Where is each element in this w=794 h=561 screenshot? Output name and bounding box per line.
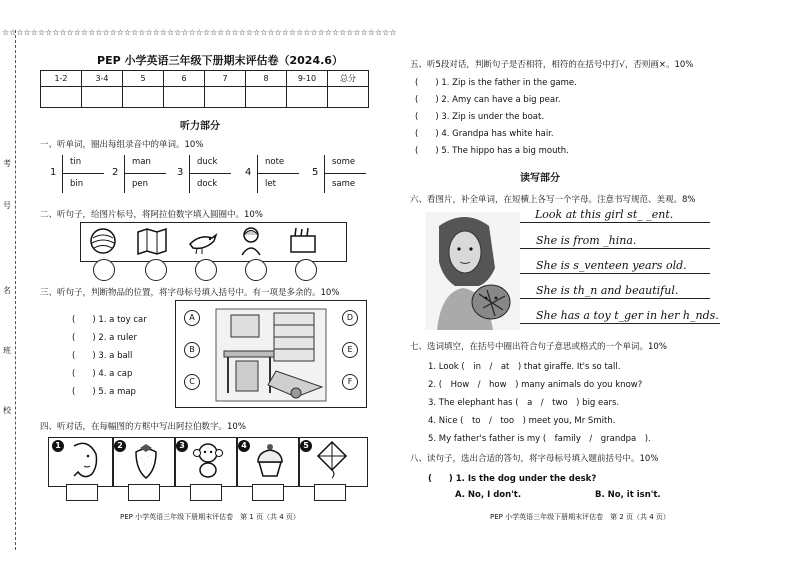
q2-answer-circle[interactable] bbox=[245, 259, 267, 281]
room-illustration bbox=[176, 301, 366, 407]
score-cell[interactable] bbox=[287, 87, 328, 108]
q1-title: 一、听单词，圈出每组录音中的单词。10% bbox=[40, 140, 204, 150]
q6-sentence[interactable]: She is from _hina. bbox=[536, 234, 637, 247]
cake-icon bbox=[252, 440, 288, 483]
divider bbox=[189, 173, 231, 174]
divider bbox=[124, 173, 166, 174]
q6-sentence[interactable]: She has a toy t_ger in her h_nds. bbox=[536, 309, 719, 322]
answer-paren[interactable]: ( ) bbox=[415, 95, 439, 105]
q1-number: 5 bbox=[312, 167, 319, 178]
q1-number: 2 bbox=[112, 167, 119, 178]
score-cell[interactable] bbox=[164, 87, 205, 108]
q4-answer-box[interactable] bbox=[314, 484, 346, 501]
answer-paren[interactable]: ( ) bbox=[72, 369, 96, 379]
q1-word-option[interactable]: man bbox=[132, 157, 151, 167]
q7-item[interactable]: 4. Nice ( to / too ) meet you, Mr Smith. bbox=[428, 416, 616, 426]
q5-title: 五、听5段对话，判断句子是否相符，相符的在括号中打√，否则画×。10% bbox=[410, 60, 694, 70]
q4-answer-box[interactable] bbox=[128, 484, 160, 501]
q4-number-badge: 2 bbox=[114, 440, 126, 452]
q6-sentence[interactable]: Look at this girl st_ _ent. bbox=[535, 208, 674, 221]
score-cell[interactable] bbox=[41, 87, 82, 108]
answer-paren[interactable]: ( ) bbox=[72, 387, 96, 397]
q3-item-text: 4. a cap bbox=[98, 369, 133, 379]
q1-word-option[interactable]: same bbox=[332, 179, 356, 189]
q8-question[interactable]: ( ) 1. Is the dog under the desk? bbox=[428, 474, 597, 484]
answer-paren[interactable]: ( ) bbox=[72, 315, 96, 325]
q3-item bbox=[72, 367, 132, 379]
binding-label: 班 bbox=[3, 346, 11, 355]
q3-item bbox=[72, 331, 137, 343]
option-letter-c: C bbox=[184, 374, 200, 390]
score-cell[interactable] bbox=[328, 87, 369, 108]
option-letter-d: D bbox=[342, 310, 358, 326]
star-border: ☆☆☆☆☆☆☆☆☆☆☆☆☆☆☆☆☆☆☆☆☆☆☆☆☆☆☆☆☆☆☆☆☆☆☆☆☆☆☆☆☆☆☆☆☆☆☆☆☆☆☆☆☆☆☆ bbox=[2, 28, 397, 37]
q5-item bbox=[415, 110, 544, 122]
q4-answer-box[interactable] bbox=[252, 484, 284, 501]
q1-word-option[interactable]: some bbox=[332, 157, 356, 167]
bird-icon bbox=[185, 226, 219, 259]
q4-title: 四、听对话，在每幅图的方框中写出阿拉伯数字。10% bbox=[40, 422, 246, 432]
q8-option-a: A. No, I don't. bbox=[455, 490, 522, 500]
score-cell[interactable] bbox=[205, 87, 246, 108]
q5-item-text: 3. Zip is under the boat. bbox=[441, 112, 545, 122]
answer-paren[interactable]: ( ) bbox=[72, 333, 96, 343]
q4-number-badge: 3 bbox=[176, 440, 188, 452]
binding-line bbox=[15, 30, 16, 550]
reading-writing-heading: 读写部分 bbox=[520, 173, 560, 184]
score-header: 5 bbox=[123, 71, 164, 87]
listening-heading: 听力部分 bbox=[180, 121, 220, 132]
score-header: 8 bbox=[246, 71, 287, 87]
divider bbox=[324, 155, 325, 193]
q7-item[interactable]: 3. The elephant has ( a / two ) big ears. bbox=[428, 398, 620, 408]
writing-line bbox=[520, 273, 710, 274]
q7-title: 七、选词填空，在括号中圈出符合句子意思或格式的一个单词。10% bbox=[410, 342, 667, 352]
q8-option-b: B. No, it isn't. bbox=[595, 490, 661, 500]
q4-answer-box[interactable] bbox=[66, 484, 98, 501]
q5-item bbox=[415, 76, 577, 88]
page-footer-right: PEP 小学英语三年级下册期末评估卷 第 2 页（共 4 页） bbox=[490, 513, 670, 521]
q6-sentence[interactable]: She is s_venteen years old. bbox=[536, 259, 687, 272]
q5-item-text: 4. Grandpa has white hair. bbox=[441, 129, 554, 139]
q3-item-text: 1. a toy car bbox=[98, 315, 147, 325]
q1-word-option[interactable]: bin bbox=[70, 179, 84, 189]
monkey-icon bbox=[190, 440, 226, 483]
kite-icon bbox=[314, 440, 350, 483]
q3-item bbox=[72, 385, 136, 397]
divider bbox=[62, 173, 104, 174]
score-header: 总分 bbox=[328, 71, 369, 87]
q1-word-option[interactable]: note bbox=[265, 157, 285, 167]
divider bbox=[189, 155, 190, 193]
q2-answer-circle[interactable] bbox=[145, 259, 167, 281]
page-footer-left: PEP 小学英语三年级下册期末评估卷 第 1 页（共 4 页） bbox=[120, 513, 300, 521]
score-cell[interactable] bbox=[82, 87, 123, 108]
score-header: 9-10 bbox=[287, 71, 328, 87]
answer-paren[interactable]: ( ) bbox=[415, 112, 439, 122]
room-picture bbox=[175, 300, 367, 408]
q6-title: 六、看图片，补全单词，在短横上各写一个字母。注意书写规范、美观。8% bbox=[410, 195, 696, 205]
pencil-case-icon bbox=[287, 226, 321, 259]
q4-number-badge: 1 bbox=[52, 440, 64, 452]
q3-item bbox=[72, 349, 132, 361]
q1-number: 1 bbox=[50, 167, 57, 178]
girl-icon bbox=[236, 225, 266, 260]
answer-paren[interactable]: ( ) bbox=[415, 146, 439, 156]
q5-item-text: 1. Zip is the father in the game. bbox=[441, 78, 577, 88]
divider bbox=[257, 155, 258, 193]
face-icon bbox=[66, 440, 102, 483]
q2-answer-circle[interactable] bbox=[93, 259, 115, 281]
q3-item-text: 5. a map bbox=[98, 387, 136, 397]
writing-line bbox=[520, 298, 710, 299]
q2-answer-circle[interactable] bbox=[295, 259, 317, 281]
divider bbox=[124, 155, 125, 193]
q2-answer-circle[interactable] bbox=[195, 259, 217, 281]
q5-item-text: 5. The hippo has a big mouth. bbox=[441, 146, 569, 156]
q2-title: 二、听句子，给图片标号，将阿拉伯数字填入圆圈中。10% bbox=[40, 210, 263, 220]
divider bbox=[257, 173, 299, 174]
q7-item[interactable]: 1. Look ( in / at ) that giraffe. It's so tall. bbox=[428, 362, 621, 372]
q5-item-text: 2. Amy can have a big pear. bbox=[441, 95, 561, 105]
q7-item[interactable]: 2. ( How / how ) many animals do you know? bbox=[428, 380, 643, 390]
writing-line bbox=[520, 222, 710, 223]
q1-word-option[interactable]: dock bbox=[197, 179, 218, 189]
q1-number: 3 bbox=[177, 167, 184, 178]
answer-paren[interactable]: ( ) bbox=[415, 129, 439, 139]
q5-item bbox=[415, 127, 554, 139]
q5-item bbox=[415, 93, 561, 105]
q5-item bbox=[415, 144, 569, 156]
answer-paren[interactable]: ( ) bbox=[415, 78, 439, 88]
writing-line bbox=[520, 248, 710, 249]
score-header: 3-4 bbox=[82, 71, 123, 87]
strawberry-icon bbox=[128, 440, 164, 483]
q4-answer-box[interactable] bbox=[190, 484, 222, 501]
option-letter-a: A bbox=[184, 310, 200, 326]
binding-label: 考 bbox=[3, 159, 11, 168]
divider bbox=[62, 155, 63, 193]
q1-word-option[interactable]: pen bbox=[132, 179, 149, 189]
q1-number: 4 bbox=[245, 167, 252, 178]
answer-paren[interactable]: ( ) bbox=[72, 351, 96, 361]
option-letter-e: E bbox=[342, 342, 358, 358]
binding-label: 号 bbox=[3, 201, 11, 210]
score-table bbox=[40, 70, 369, 108]
writing-line bbox=[520, 323, 720, 324]
q4-number-badge: 5 bbox=[300, 440, 312, 452]
q3-item-text: 3. a ball bbox=[98, 351, 133, 361]
binding-label: 校 bbox=[3, 406, 11, 415]
watermelon-icon bbox=[88, 226, 118, 259]
q3-item-text: 2. a ruler bbox=[98, 333, 138, 343]
score-header: 7 bbox=[205, 71, 246, 87]
q1-word-option[interactable]: tin bbox=[70, 157, 82, 167]
score-header: 6 bbox=[164, 71, 205, 87]
q1-word-option[interactable]: duck bbox=[197, 157, 218, 167]
girl-with-tiger-picture bbox=[425, 212, 520, 333]
binding-label: 名 bbox=[3, 286, 11, 295]
q1-word-option[interactable]: let bbox=[265, 179, 276, 189]
q3-title: 三、听句子，判断物品的位置，将字母标号填入括号中。有一项是多余的。10% bbox=[40, 288, 340, 298]
option-letter-b: B bbox=[184, 342, 200, 358]
q8-title: 八、读句子，选出合适的答句，将字母标号填入题前括号中。10% bbox=[410, 454, 659, 464]
option-letter-f: F bbox=[342, 374, 358, 390]
q4-number-badge: 4 bbox=[238, 440, 250, 452]
score-cell[interactable] bbox=[246, 87, 287, 108]
divider bbox=[324, 173, 366, 174]
q6-sentence[interactable]: She is th_n and beautiful. bbox=[536, 284, 679, 297]
score-header: 1-2 bbox=[41, 71, 82, 87]
score-cell[interactable] bbox=[123, 87, 164, 108]
page-title: PEP 小学英语三年级下册期末评估卷（2024.6） bbox=[97, 54, 343, 67]
q1-groups bbox=[40, 153, 370, 195]
q7-item[interactable]: 5. My father's father is my ( family / grandpa ). bbox=[428, 434, 651, 444]
q3-item bbox=[72, 313, 147, 325]
map-icon bbox=[135, 226, 169, 259]
